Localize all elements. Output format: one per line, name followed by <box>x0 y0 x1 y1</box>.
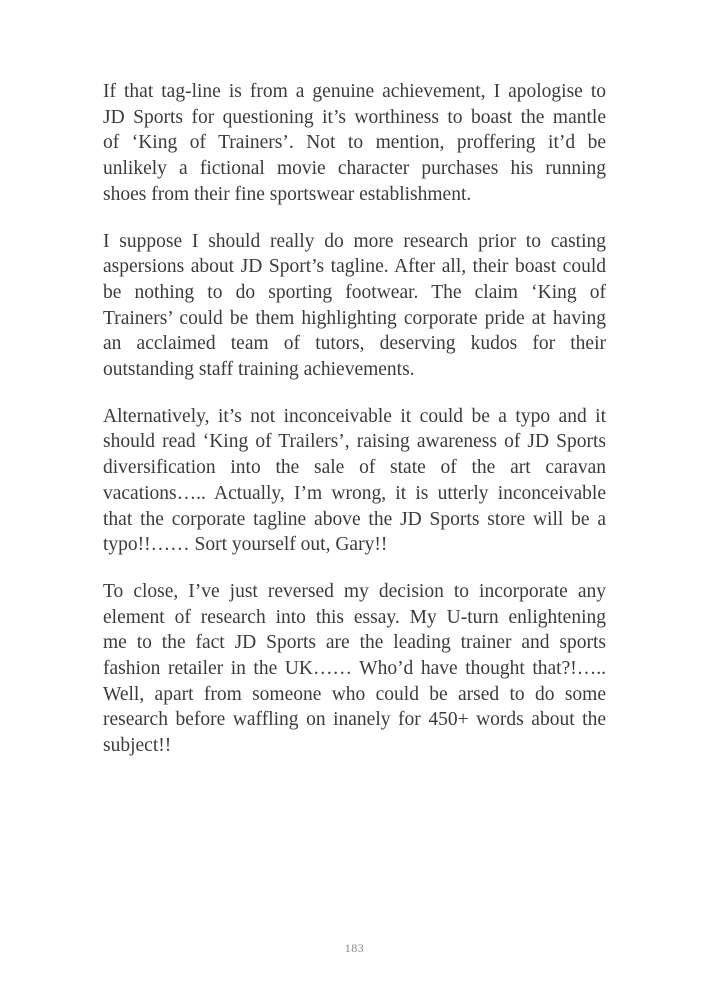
paragraph <box>103 79 606 208</box>
paragraph <box>103 229 606 383</box>
text-line: shoes from their fine sportswear establishment. <box>103 183 472 205</box>
text-line: unlikely a fictional movie character purchases his running <box>103 158 606 180</box>
text-line: If that tag-line is from a genuine achievement, I apologise to <box>103 81 606 102</box>
text-line: an acclaimed team of tutors, deserving kudos for their <box>103 333 606 355</box>
text-line: Trainers’ could be them highlighting corporate pride at having <box>103 307 606 329</box>
text-line: element of research into this essay. My U-turn enlightening <box>103 606 606 628</box>
text-line: To close, I’ve just reversed my decision to incorporate any <box>103 580 606 602</box>
text-line: should read ‘King of Trailers’, raising awareness of JD Sports <box>103 431 606 453</box>
text-line: vacations….. Actually, I’m wrong, it is utterly inconceivable <box>103 482 606 504</box>
text-line: aspersions about JD Sport’s tagline. After all, their boast could <box>103 256 606 278</box>
text-line: diversification into the sale of state of the art caravan <box>103 457 606 479</box>
text-line: me to the fact JD Sports are the leading trainer and sports <box>103 632 606 654</box>
paragraph <box>103 404 606 558</box>
text-line: Alternatively, it’s not inconceivable it could be a typo and it <box>103 405 606 427</box>
text-line: I suppose I should really do more research prior to casting <box>103 230 606 252</box>
text-line: of ‘King of Trainers’. Not to mention, proffering it’d be <box>103 132 606 154</box>
text-line: research before waffling on inanely for 450+ words about the <box>103 709 606 731</box>
page-number: 183 <box>344 941 365 955</box>
text-line: outstanding staff training achievements. <box>103 359 415 381</box>
body-text <box>103 79 606 780</box>
text-line: typo!!…… Sort yourself out, Gary!! <box>103 534 388 556</box>
text-line: be nothing to do sporting footwear. The claim ‘King of <box>103 281 606 303</box>
text-line: that the corporate tagline above the JD Sports store will be a <box>103 508 606 530</box>
paragraph <box>103 579 606 759</box>
text-line: fashion retailer in the UK…… Who’d have thought that?!….. <box>103 658 606 680</box>
text-line: Well, apart from someone who could be arsed to do some <box>103 683 606 705</box>
text-line: subject!! <box>103 735 172 757</box>
text-line: JD Sports for questioning it’s worthiness to boast the mantle <box>103 106 606 128</box>
